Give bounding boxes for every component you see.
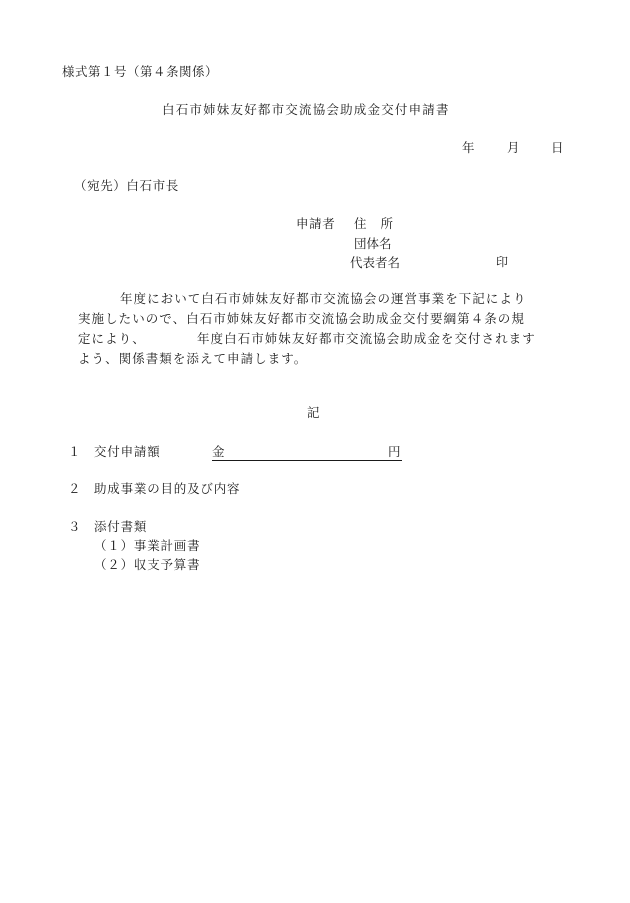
form-number: 様式第１号（第４条関係） [62,64,219,79]
document-title: 白石市姉妹友好都市交流協会助成金交付申請書 [162,102,450,117]
address-label-a: 住 [354,216,367,231]
attachment-item-1: （１）事業計画書 [94,538,201,553]
body-text-line-4: よう、関係書類を添えて申請します。 [78,351,308,366]
representative-name-label: 代表者名 [350,255,401,270]
applicant-label: 申請者 [296,216,336,231]
item-1-number: １ [68,444,81,459]
organization-name-label: 団体名 [354,236,392,251]
item-3-number: ３ [68,519,81,534]
attachment-item-2: （２）収支予算書 [94,557,201,572]
addressee: （宛先）白石市長 [74,178,179,193]
item-2-label: 助成事業の目的及び内容 [94,481,241,496]
body-text-line-2: 実施したいので、白石市姉妹友好都市交流協会助成金交付要綱第４条の規 [78,311,525,326]
body-text-line-3a: 定により、 [78,331,146,346]
date-year-label: 年 [462,140,475,155]
body-text-line-1: 年度において白石市姉妹友好都市交流協会の運営事業を下記により [120,291,527,306]
ki-heading: 記 [307,405,320,420]
date-month-label: 月 [507,140,520,155]
address-label [354,218,393,231]
seal-mark: 印 [496,255,509,269]
amount-underline [212,446,402,461]
body-text-line-3b: 年度白石市姉妹友好都市交流協会助成金を交付されます [197,331,536,346]
amount-suffix: 円 [388,444,401,459]
date-day-label: 日 [551,140,564,155]
item-2-number: ２ [68,481,81,496]
address-label-b: 所 [380,216,394,231]
item-1-label: 交付申請額 [94,444,161,459]
amount-prefix: 金 [212,444,225,459]
item-3-label: 添付書類 [94,519,148,534]
